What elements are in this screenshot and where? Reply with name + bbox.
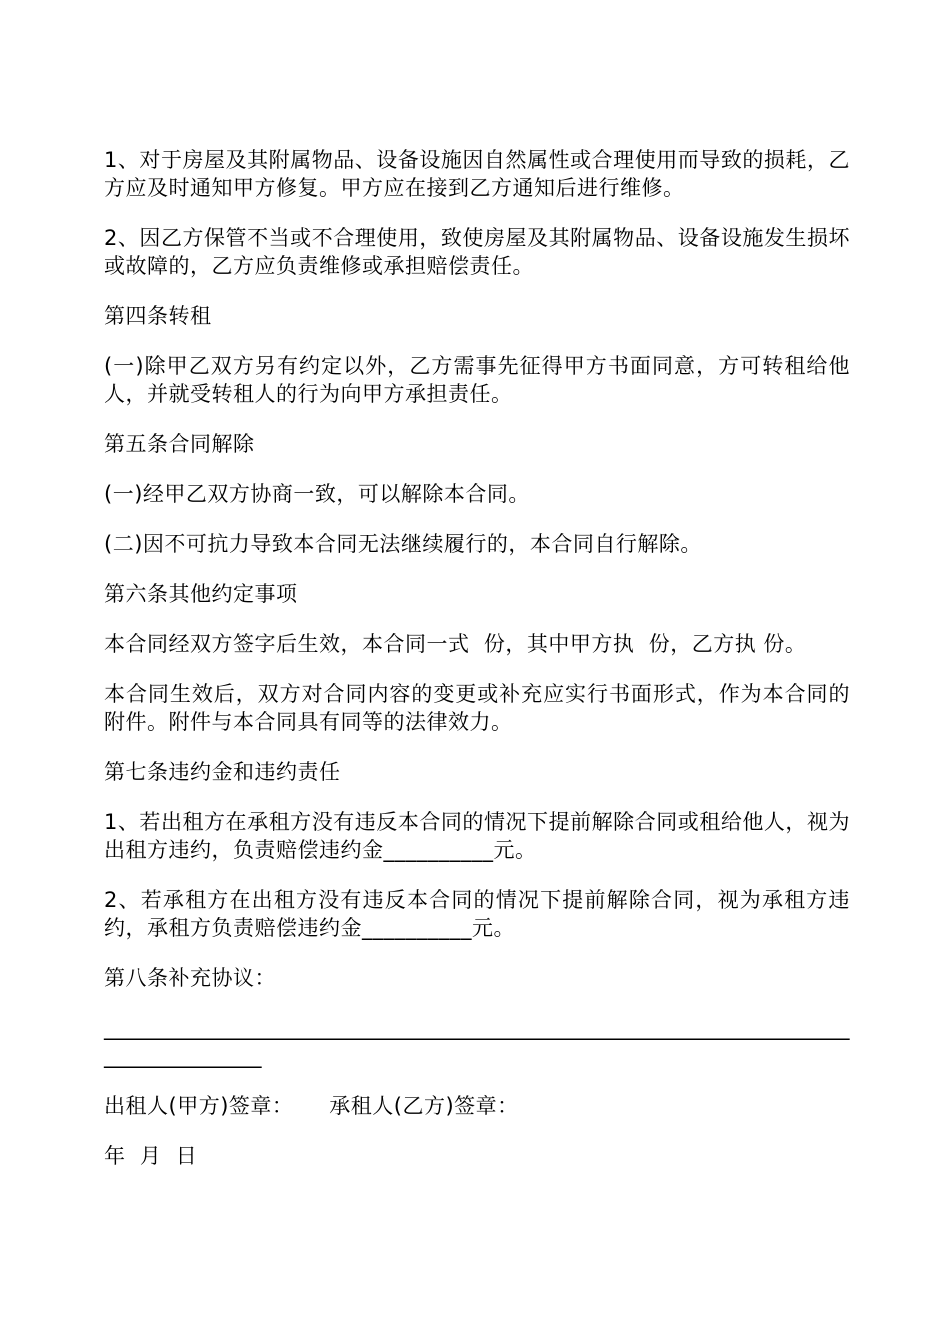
section-heading-termination: 第五条合同解除 bbox=[104, 432, 255, 456]
clause-maintenance-1: 1、对于房屋及其附属物品、设备设施因自然属性或合理使用而导致的损耗，乙方应及时通知甲方修复。甲方应在接到乙方通知后进行维修。 bbox=[104, 148, 850, 200]
section-heading-penalty: 第七条违约金和违约责任 bbox=[104, 760, 341, 784]
clause-termination-2: (二)因不可抗力导致本合同无法继续履行的，本合同自行解除。 bbox=[104, 532, 702, 556]
section-heading-sublease: 第四条转租 bbox=[104, 304, 212, 328]
contract-page bbox=[104, 146, 850, 1192]
date-line: 年 月 日 bbox=[104, 1144, 198, 1168]
section-heading-supplement: 第八条补充协议： bbox=[104, 966, 276, 990]
clause-penalty-2: 2、若承租方在出租方没有违反本合同的情况下提前解除合同，视为承租方违约，承租方负责赔偿违约金__________元。 bbox=[104, 888, 850, 940]
clause-maintenance-2: 2、因乙方保管不当或不合理使用，致使房屋及其附属物品、设备设施发生损坏或故障的，乙方应负责维修或承担赔偿责任。 bbox=[104, 226, 850, 278]
clause-sublease-1: (一)除甲乙双方另有约定以外，乙方需事先征得甲方书面同意，方可转租给他人，并就受转租人的行为向甲方承担责任。 bbox=[104, 354, 850, 406]
section-heading-other: 第六条其他约定事项 bbox=[104, 582, 298, 606]
supplement-blank-line: ______________________________________________________________________________________ bbox=[104, 1016, 850, 1068]
clause-penalty-1: 1、若出租方在承租方没有违反本合同的情况下提前解除合同或租给他人，视为出租方违约，负责赔偿违约金__________元。 bbox=[104, 810, 850, 862]
clause-termination-1: (一)经甲乙双方协商一致，可以解除本合同。 bbox=[104, 482, 530, 506]
clause-other-1: 本合同经双方签字后生效，本合同一式 份，其中甲方执 份，乙方执 份。 bbox=[104, 632, 807, 656]
clause-other-2: 本合同生效后，双方对合同内容的变更或补充应实行书面形式，作为本合同的附件。附件与本合同具有同等的法律效力。 bbox=[104, 682, 850, 734]
signature-line: 出租人(甲方)签章： 承租人(乙方)签章： bbox=[104, 1094, 519, 1118]
